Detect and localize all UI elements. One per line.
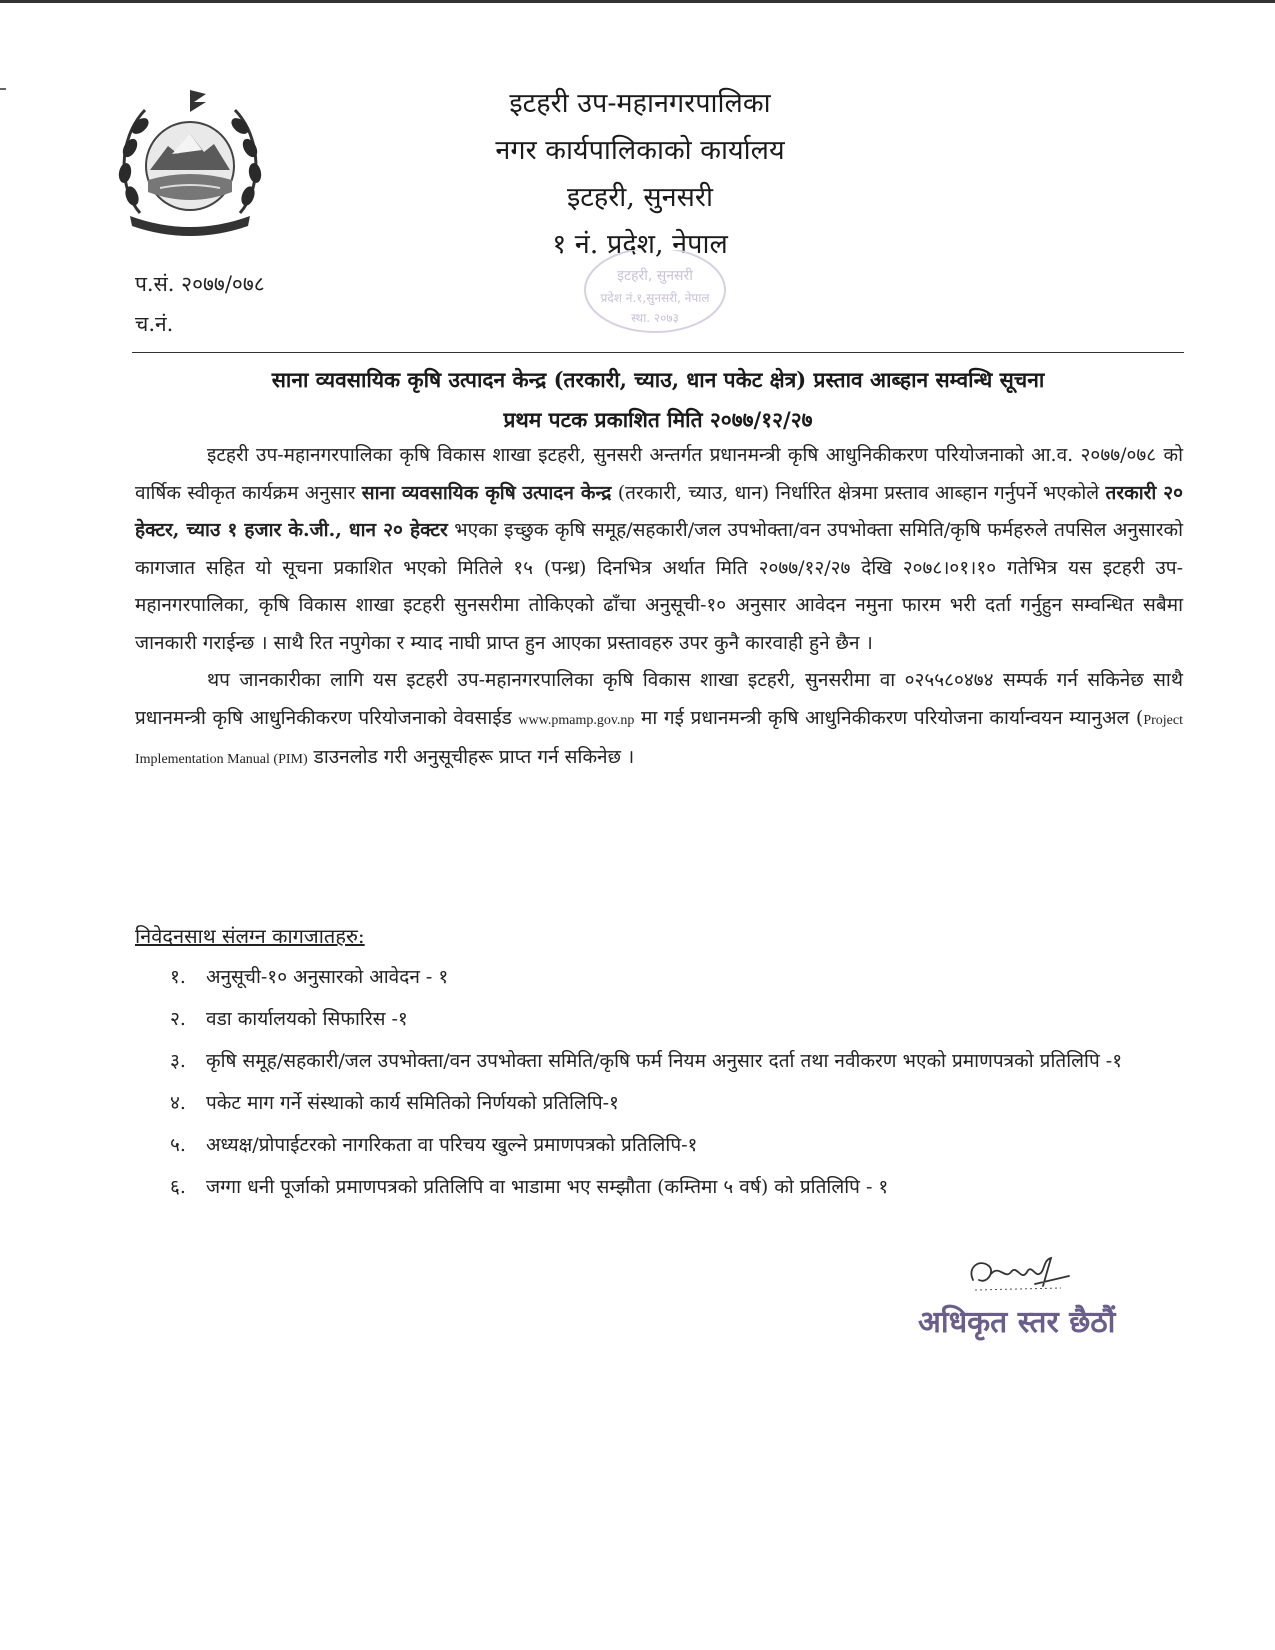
municipality-name: इटहरी उप-महानगरपालिका [509, 88, 771, 119]
list-item [170, 1168, 1183, 1206]
scan-mark [0, 88, 6, 90]
list-item-text: कृषि समूह/सहकारी/जल उपभोक्ता/वन उपभोक्ता समिति/कृषि फर्म नियम अनुसार दर्ता तथा नवीकरण भएको प्रमाणपत्रको प्रतिलिपि -१ [206, 1050, 1123, 1072]
list-item-text: वडा कार्यालयको सिफारिस -१ [206, 1008, 408, 1030]
office-name: नगर कार्यपालिकाको कार्यालय [495, 135, 785, 166]
list-item [170, 1042, 1183, 1080]
paragraph-main-part2: (तरकारी, च्याउ, धान) निर्धारित क्षेत्रमा प्रस्ताव आब्हान गर्नुपर्ने भएकोले [611, 481, 1106, 504]
list-item-text: जग्गा धनी पूर्जाको प्रमाणपत्रको प्रतिलिपि वा भाडामा भए सम्झौता (कम्तिमा ५ वर्ष) को प्रतिलिपि - १ [206, 1176, 889, 1198]
attachments-list [170, 958, 1183, 1210]
list-item [170, 958, 1183, 996]
office-header [440, 80, 840, 268]
attachments-heading: निवेदनसाथ संलग्न कागजातहरु: [135, 924, 365, 948]
page-top-edge [0, 0, 1275, 3]
office-location: इटहरी, सुनसरी [567, 182, 713, 213]
paragraph-contact-part3: डाउनलोड गरी अनुसूचीहरू प्राप्त गर्न सकिनेछ । [307, 746, 635, 768]
list-item-number: २. [170, 1008, 186, 1030]
paragraph-contact [135, 662, 1183, 779]
paragraph-main-part3: भएका इच्छुक कृषि समूह/सहकारी/जल उपभोक्ता/वन उपभोक्ता समिति/कृषि फर्महरुले तपसिल अनुसारको कागजात सहित यो सूचना प्रकाशित भएको मितिले १५ (पन्ध्र) दिनभित्र अर्थात मिति २०७७/१२/२७ देखि २०७८।०१।१० गतेभित्र यस इटहरी उप-महानगरपालिका, कृषि विकास शाखा इटहरी सुनसरीमा तोकिएको ढाँचा अनुसूची-१० अनुसार आवेदन नमुना फारम भरी दर्ता गर्नुहुन सम्वन्धित सबैमा जानकारी गराईन्छ । साथै रित नपुगेका र म्याद नाघी प्राप्त हुन आएका प्रस्तावहरु उपर कुनै कारवाही हुने छैन । [135, 519, 1183, 654]
notice-subject [132, 360, 1184, 440]
list-item [170, 1084, 1183, 1122]
list-item-text: पकेट माग गर्ने संस्थाको कार्य समितिको निर्णयको प्रतिलिपि-१ [206, 1092, 619, 1114]
header-divider [132, 352, 1184, 353]
stamp-line-1: इटहरी, सुनसरी [617, 268, 693, 284]
notice-body [135, 437, 1183, 779]
notice-title: साना व्यवसायिक कृषि उत्पादन केन्द्र (तरकारी, च्याउ, धान पकेट क्षेत्र) प्रस्ताव आब्हान सम्वन्धि सूचना [271, 367, 1045, 392]
stamp-line-3: स्था. २०७३ [631, 311, 679, 325]
pocket-area-targets: तरकारी २० हेक्टर, च्याउ १ हजार के.जी., धान २० हेक्टर [135, 481, 1184, 541]
list-item [170, 1126, 1183, 1164]
province-country: १ नं. प्रदेश, नेपाल [552, 229, 728, 260]
list-item-number: १. [170, 966, 186, 988]
stamp-line-2: प्रदेश नं.१,सुनसरी, नेपाल [600, 291, 710, 305]
list-item-number: ३. [170, 1050, 186, 1072]
list-item-text: अध्यक्ष/प्रोपाईटरको नागरिकता वा परिचय खुल्ने प्रमाणपत्रको प्रतिलिपि-१ [206, 1134, 698, 1156]
handwritten-signature [965, 1250, 1075, 1300]
program-name: साना व्यवसायिक कृषि उत्पादन केन्द्र [361, 481, 612, 504]
letter-reference-number: प.सं. २०७७/०७८ [135, 272, 265, 296]
office-stamp [570, 250, 740, 340]
manual-english-name: Project Implementation Manual (PIM) [135, 712, 1183, 767]
paragraph-contact-part2: मा गई प्रधानमन्त्री कृषि आधुनिकीकरण परियोजना कार्यान्वयन म्यानुअल ( [634, 706, 1144, 729]
signatory-designation: अधिकृत स्तर छैठौं [918, 1305, 1116, 1340]
list-item [170, 1000, 1183, 1038]
dispatch-number: च.नं. [135, 312, 174, 336]
list-item-number: ५. [170, 1134, 186, 1156]
nepal-emblem-logo [110, 88, 270, 238]
paragraph-contact-part1: थप जानकारीका लागि यस इटहरी उप-महानगरपालिका कृषि विकास शाखा इटहरी, सुनसरीमा वा ०२५५८०४७४ सम्पर्क गर्न सकिनेछ साथै प्रधानमन्त्री कृषि आधुनिकीकरण परियोजनाको वेवसाईड [135, 669, 1183, 729]
website-url: www.pmamp.gov.np [518, 712, 635, 728]
paragraph-main [135, 437, 1183, 662]
list-item-text: अनुसूची-१० अनुसारको आवेदन - १ [206, 966, 449, 988]
list-item-number: ६. [170, 1176, 186, 1198]
publication-date: प्रथम पटक प्रकाशित मिति २०७७/१२/२७ [503, 407, 813, 432]
paragraph-main-part1: इटहरी उप-महानगरपालिका कृषि विकास शाखा इटहरी, सुनसरी अन्तर्गत प्रधानमन्त्री कृषि आधुनिकीकरण परियोजनाको आ.व. २०७७/०७८ को वार्षिक स्वीकृत कार्यक्रम अनुसार [135, 444, 1183, 504]
list-item-number: ४. [170, 1092, 186, 1114]
